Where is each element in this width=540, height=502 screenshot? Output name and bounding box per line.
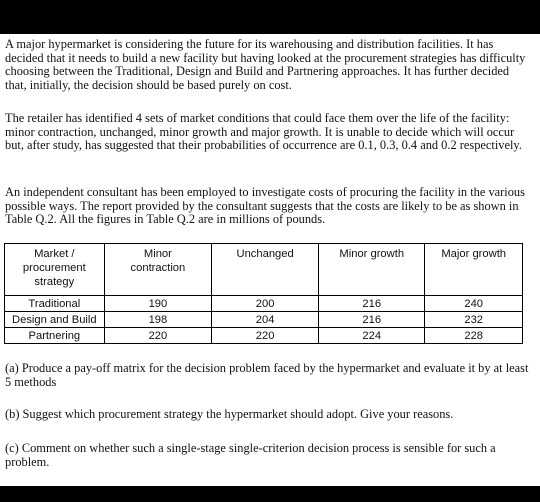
row-label-design-and-build: Design and Build: [5, 312, 105, 328]
table-cell: 228: [425, 328, 523, 344]
table-row: [5, 312, 523, 328]
question-a: (a) Produce a pay-off matrix for the decision problem faced by the hypermarket and evaluate it by at least 5 methods: [5, 361, 529, 389]
header-major-growth: Major growth: [425, 244, 523, 296]
table-cell: 200: [212, 296, 319, 312]
table-cell: 216: [319, 296, 425, 312]
table-cell: 198: [104, 312, 211, 328]
paragraph-consultant: An independent consultant has been employed to investigate costs of procuring the facility in the various possible ways. The report provided by the consultant suggests that the costs are likely to be as shown in Table Q.2. All the figures in Table Q.2 are in millions of pounds.: [5, 185, 525, 227]
cost-table: [4, 243, 523, 344]
table-header-row: [5, 244, 523, 296]
header-unchanged: Unchanged: [212, 244, 319, 296]
table-row: [5, 296, 523, 312]
question-b: (b) Suggest which procurement strategy the hypermarket should adopt. Give your reasons.: [5, 407, 454, 421]
header-market-strategy: Market / procurement strategy: [5, 244, 105, 296]
paragraph-market-conditions: The retailer has identified 4 sets of market conditions that could face them over the life of the facility: minor contraction, unchanged, minor growth and major growth. It is unable to decide which will occur but, after study, has suggested that their probabilities of occurrence are 0.1, 0.3, 0.4 and 0.2 respectively.: [5, 111, 522, 153]
header-minor-contraction: Minor contraction: [104, 244, 211, 296]
table-cell: 190: [104, 296, 211, 312]
paragraph-intro: A major hypermarket is considering the future for its warehousing and distribution facilities. It has decided that it needs to build a new facility but having looked at the procurement strategies has difficulty choosing between the Traditional, Design and Build and Partnering approaches. It has further decided that, initially, the decision should be based purely on cost.: [5, 37, 526, 92]
table-cell: 216: [319, 312, 425, 328]
document-page: [0, 34, 540, 486]
header-minor-growth: Minor growth: [319, 244, 425, 296]
table-cell: 232: [425, 312, 523, 328]
table-cell: 204: [212, 312, 319, 328]
row-label-traditional: Traditional: [5, 296, 105, 312]
table-cell: 220: [212, 328, 319, 344]
table-cell: 224: [319, 328, 425, 344]
table-cell: 240: [425, 296, 523, 312]
table-row: [5, 328, 523, 344]
table-cell: 220: [104, 328, 211, 344]
question-c: (c) Comment on whether such a single-stage single-criterion decision process is sensible for such a problem.: [5, 441, 496, 469]
row-label-partnering: Partnering: [5, 328, 105, 344]
